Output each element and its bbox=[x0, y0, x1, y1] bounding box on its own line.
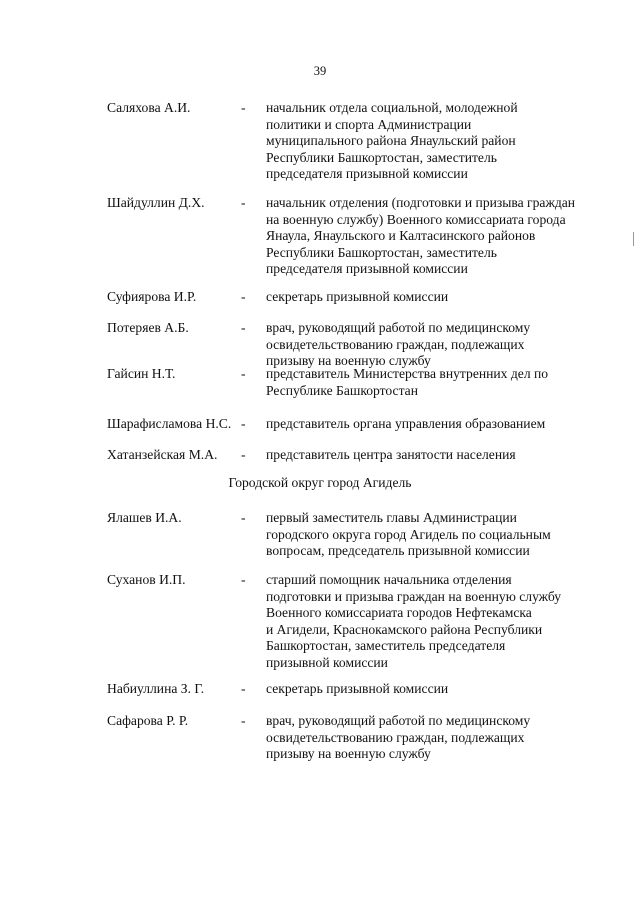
dash: - bbox=[241, 366, 246, 381]
section-heading: Городской округ город Агидель bbox=[228, 475, 412, 490]
member-role: представитель органа управления образованием bbox=[266, 416, 546, 431]
dash: - bbox=[241, 572, 246, 587]
dash: - bbox=[241, 320, 246, 335]
dash: - bbox=[241, 416, 246, 431]
member-name: Саляхова А.И. bbox=[107, 100, 191, 115]
member-name: Шарафисламова Н.С. bbox=[107, 416, 232, 431]
member-role: первый заместитель главы Администрации городского округа город Агидель по социальным вопросам, председатель призывной комиссии bbox=[266, 510, 551, 558]
member-name: Шайдуллин Д.Х. bbox=[107, 195, 205, 210]
dash: - bbox=[241, 713, 246, 728]
dash: - bbox=[241, 100, 246, 115]
dash: - bbox=[241, 510, 246, 525]
scan-edge-mark bbox=[633, 232, 634, 246]
member-name: Сафарова Р. Р. bbox=[107, 713, 189, 728]
member-role: начальник отделения (подготовки и призыва граждан на военную службу) Военного комиссариата города Янаула, Янаульского и Калтасинского районов Республики Башкортостан, заместитель председателя призывной комиссии bbox=[266, 195, 576, 276]
member-role: секретарь призывной комиссии bbox=[266, 289, 449, 304]
member-role: врач, руководящий работой по медицинскому освидетельствованию граждан, подлежащих призыву на военную службу bbox=[266, 320, 531, 368]
member-role: начальник отдела социальной, молодежной политики и спорта Администрации муниципального района Янаульский район Республики Башкортостан, заместитель председателя призывной комиссии bbox=[266, 100, 518, 181]
member-role: секретарь призывной комиссии bbox=[266, 681, 449, 696]
dash: - bbox=[241, 195, 246, 210]
member-name: Ялашев И.А. bbox=[107, 510, 182, 525]
member-role: старший помощник начальника отделения подготовки и призыва граждан на военную службу Военного комиссариата городов Нефтекамска и Агидели, Краснокамского района Республики Башкортостан, заместитель председателя призывной комиссии bbox=[266, 572, 562, 670]
member-role: представитель Министерства внутренних дел по Республике Башкортостан bbox=[266, 366, 549, 398]
member-name: Суфиярова И.Р. bbox=[107, 289, 197, 304]
member-name: Потеряев А.Б. bbox=[107, 320, 189, 335]
dash: - bbox=[241, 289, 246, 304]
member-name: Суханов И.П. bbox=[107, 572, 186, 587]
dash: - bbox=[241, 447, 246, 462]
member-name: Набиуллина З. Г. bbox=[107, 681, 205, 696]
page-number: 39 bbox=[313, 64, 327, 78]
member-role: врач, руководящий работой по медицинскому освидетельствованию граждан, подлежащих призыву на военную службу bbox=[266, 713, 531, 761]
member-role: представитель центра занятости населения bbox=[266, 447, 516, 462]
member-name: Хатанзейская М.А. bbox=[107, 447, 218, 462]
member-name: Гайсин Н.Т. bbox=[107, 366, 176, 381]
dash: - bbox=[241, 681, 246, 696]
